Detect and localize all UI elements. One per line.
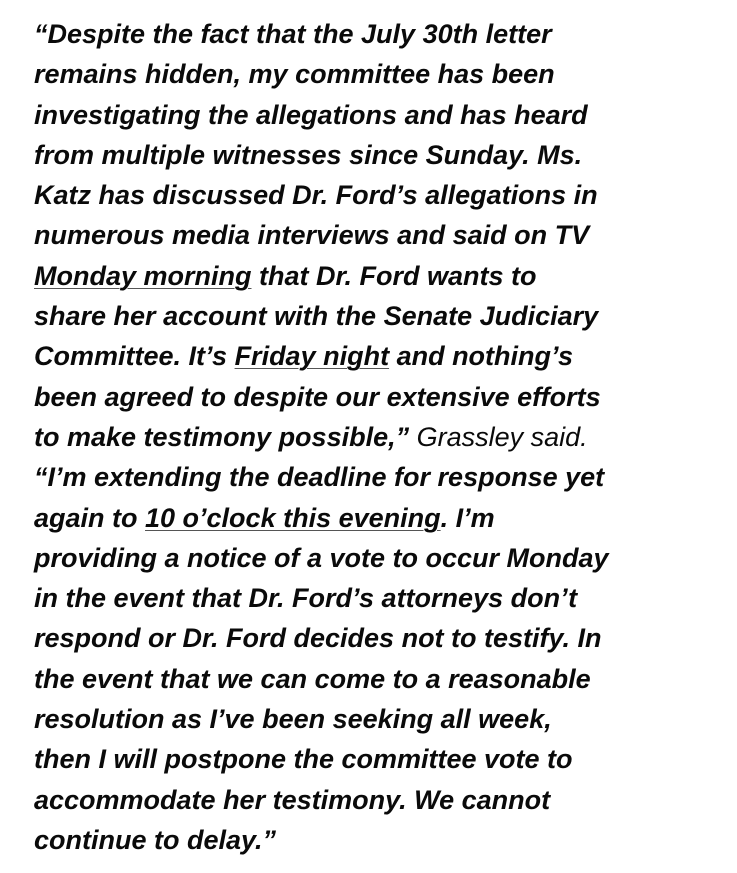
quote-text: respond or Dr. Ford decides not to testify. In <box>34 623 602 654</box>
text-line <box>34 498 734 538</box>
text-line <box>34 14 734 54</box>
text-line <box>34 215 734 255</box>
quote-text: the event that we can come to a reasonable <box>34 663 591 694</box>
quote-text: been agreed to despite our extensive efforts <box>34 381 601 412</box>
text-line <box>34 95 734 135</box>
text-line <box>34 175 734 215</box>
quote-text: resolution as I’ve been seeking all week, <box>34 704 552 735</box>
ten-oclock-link[interactable]: 10 o’clock this evening <box>145 502 441 533</box>
quote-paragraph <box>34 14 734 860</box>
quote-text: continue to delay.” <box>34 824 277 855</box>
text-line <box>34 820 734 860</box>
quote-text: share her account with the Senate Judiciary <box>34 301 599 332</box>
text-line <box>34 457 734 497</box>
quote-text: that Dr. Ford wants to <box>251 260 537 291</box>
text-line <box>34 377 734 417</box>
text-line <box>34 538 734 578</box>
friday-night-link[interactable]: Friday night <box>234 341 390 372</box>
quote-text: and nothing’s <box>389 341 574 372</box>
quote-text: to make testimony possible,” <box>34 421 410 452</box>
quote-text: from multiple witnesses since Sunday. Ms. <box>34 139 583 170</box>
quote-text: investigating the allegations and has heard <box>34 99 588 130</box>
text-line <box>34 256 734 296</box>
text-line <box>34 417 734 457</box>
text-line <box>34 578 734 618</box>
quote-text: then I will postpone the committee vote to <box>34 744 573 775</box>
attribution-text: Grassley said. <box>409 421 588 452</box>
text-line <box>34 739 734 779</box>
text-line <box>34 780 734 820</box>
quote-text: in the event that Dr. Ford’s attorneys don’t <box>34 583 578 614</box>
quote-text: accommodate her testimony. We cannot <box>34 784 551 815</box>
monday-morning-link[interactable]: Monday morning <box>34 260 252 291</box>
text-line <box>34 659 734 699</box>
quote-text: “I’m extending the deadline for response yet <box>34 462 605 493</box>
text-line <box>34 54 734 94</box>
quote-text: providing a notice of a vote to occur Monday <box>34 542 609 573</box>
quote-text: Committee. It’s <box>34 341 235 372</box>
text-line <box>34 618 734 658</box>
quote-text: “Despite the fact that the July 30th letter <box>34 19 552 49</box>
quote-text: numerous media interviews and said on TV <box>34 220 590 251</box>
text-line <box>34 296 734 336</box>
quote-text: remains hidden, my committee has been <box>34 59 555 90</box>
text-line <box>34 336 734 376</box>
quote-text: Katz has discussed Dr. Ford’s allegations in <box>34 180 598 211</box>
text-line <box>34 135 734 175</box>
quote-text: . I’m <box>440 502 495 533</box>
text-line <box>34 699 734 739</box>
quote-text: again to <box>34 502 146 533</box>
